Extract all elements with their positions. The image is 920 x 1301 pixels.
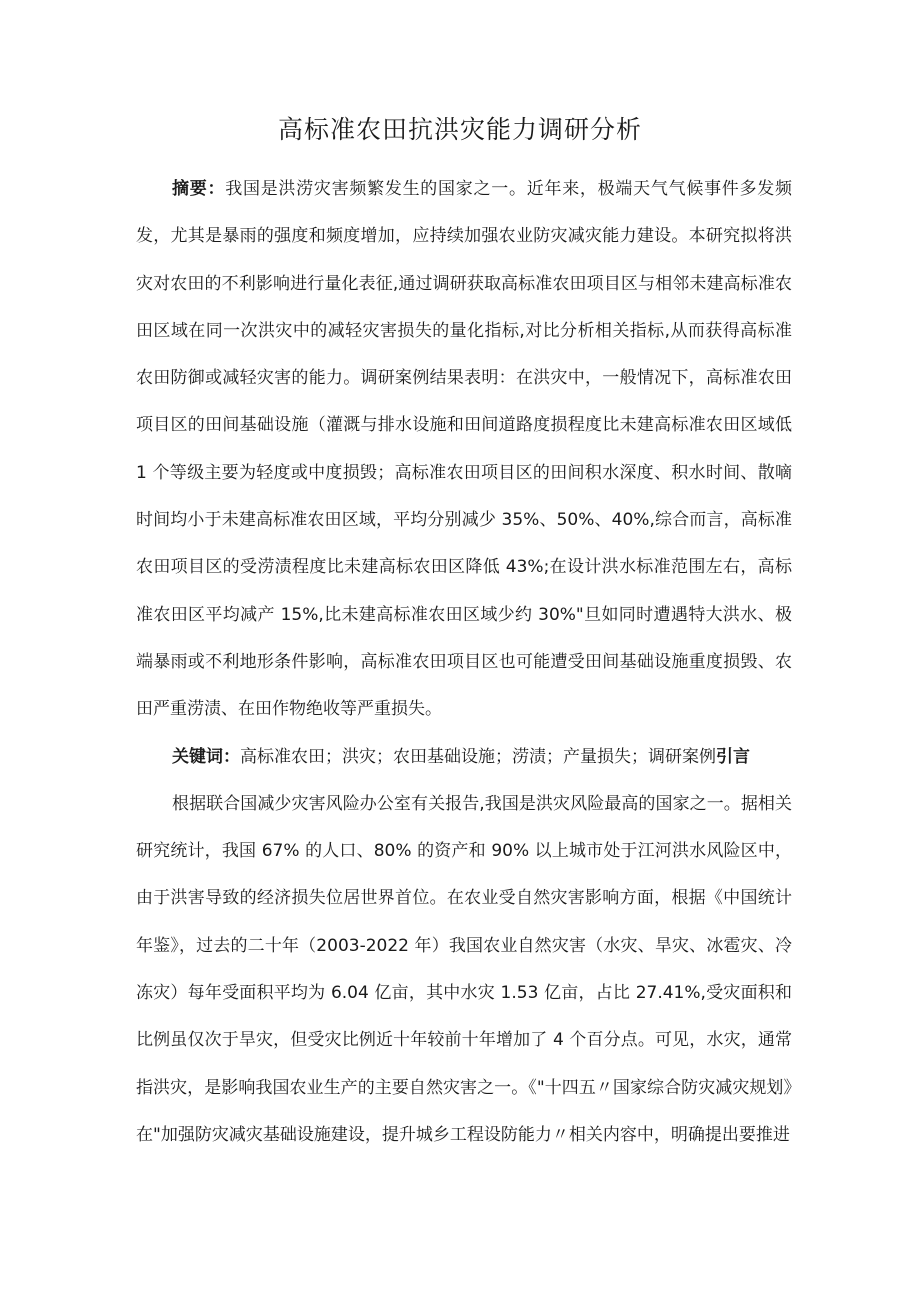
page-title: 高标准农田抗洪灾能力调研分析 [277, 115, 642, 144]
abstract-label: 摘要： [172, 179, 226, 199]
abstract-text: 我国是洪涝灾害频繁发生的国家之一。近年来，极端天气气候事件多发频发，尤其是暴雨的强度和频度增加，应持续加强农业防灾减灾能力建设。本研究拟将洪灾对农田的不利影响进行量化表征,通过调研获取高标准农田项目区与相邻未建高标准农田区域在同一次洪灾中的减轻灾害损失的量化指标,对比分析相关指标,从而获得高标准农田防御或减轻灾害的能力。调研案例结果表明：在洪灾中，一般情况下，高标准农田项目区的田间基础设施（灌溉与排水设施和田间道路度损程度比未建高标准农田区域低 1 个等级主要为轻度或中度损毁；高标准农田项目区的田间积水深度、积水时间、散嘀时间均小于未建高标准农田区域，平均分别减少 35%、50%、40%,综合而言，高标准农田项目区的受涝渍程度比未建高标农田区降低 43%;在设计洪水标准范围左右，高标准农田区平均减产 15%,比未建高标准农田区域少约 30%"旦如同时遭遇特大洪水、极端暴雨或不利地形条件影响，高标准农田项目区也可能遭受田间基础设施重度损毁、农田严重涝渍、在田作物绝收等严重损失。 [136, 179, 793, 720]
keywords-text: 高标准农田；洪灾；农田基础设施；涝渍；产量损失；调研案例 [240, 746, 716, 767]
introduction-heading: 引言 [716, 746, 750, 767]
keywords-paragraph [136, 734, 792, 781]
keywords-label: 关键词： [172, 746, 240, 767]
document-body [136, 166, 792, 1159]
abstract-paragraph [136, 166, 792, 734]
introduction-paragraph: 根据联合国减少灾害风险办公室有关报告,我国是洪灾风险最高的国家之一。据相关研究统计，我国 67% 的人口、80% 的资产和 90% 以上城市处于江河洪水风险区中，由于洪害导致的经济损失位居世界首位。在农业受自然灾害影响方面，根据《中国统计年鉴》，过去的二十年（2003-2022 年）我国农业自然灾害（水灾、旱灾、冰雹灾、冷冻灾）每年受面积平均为 6.04 亿亩，其中水灾 1.53 亿亩，占比 27.41%,受灾面积和比例虽仅次于旱灾，但受灾比例近十年较前十年增加了 4 个百分点。可见，水灾，通常指洪灾，是影响我国农业生产的主要自然灾害之一。《"十四五〃国家综合防灾减灾规划》在"加强防灾减灾基础设施建设，提升城乡工程设防能力〃相关内容中，明确提出要推进 [136, 793, 792, 1145]
